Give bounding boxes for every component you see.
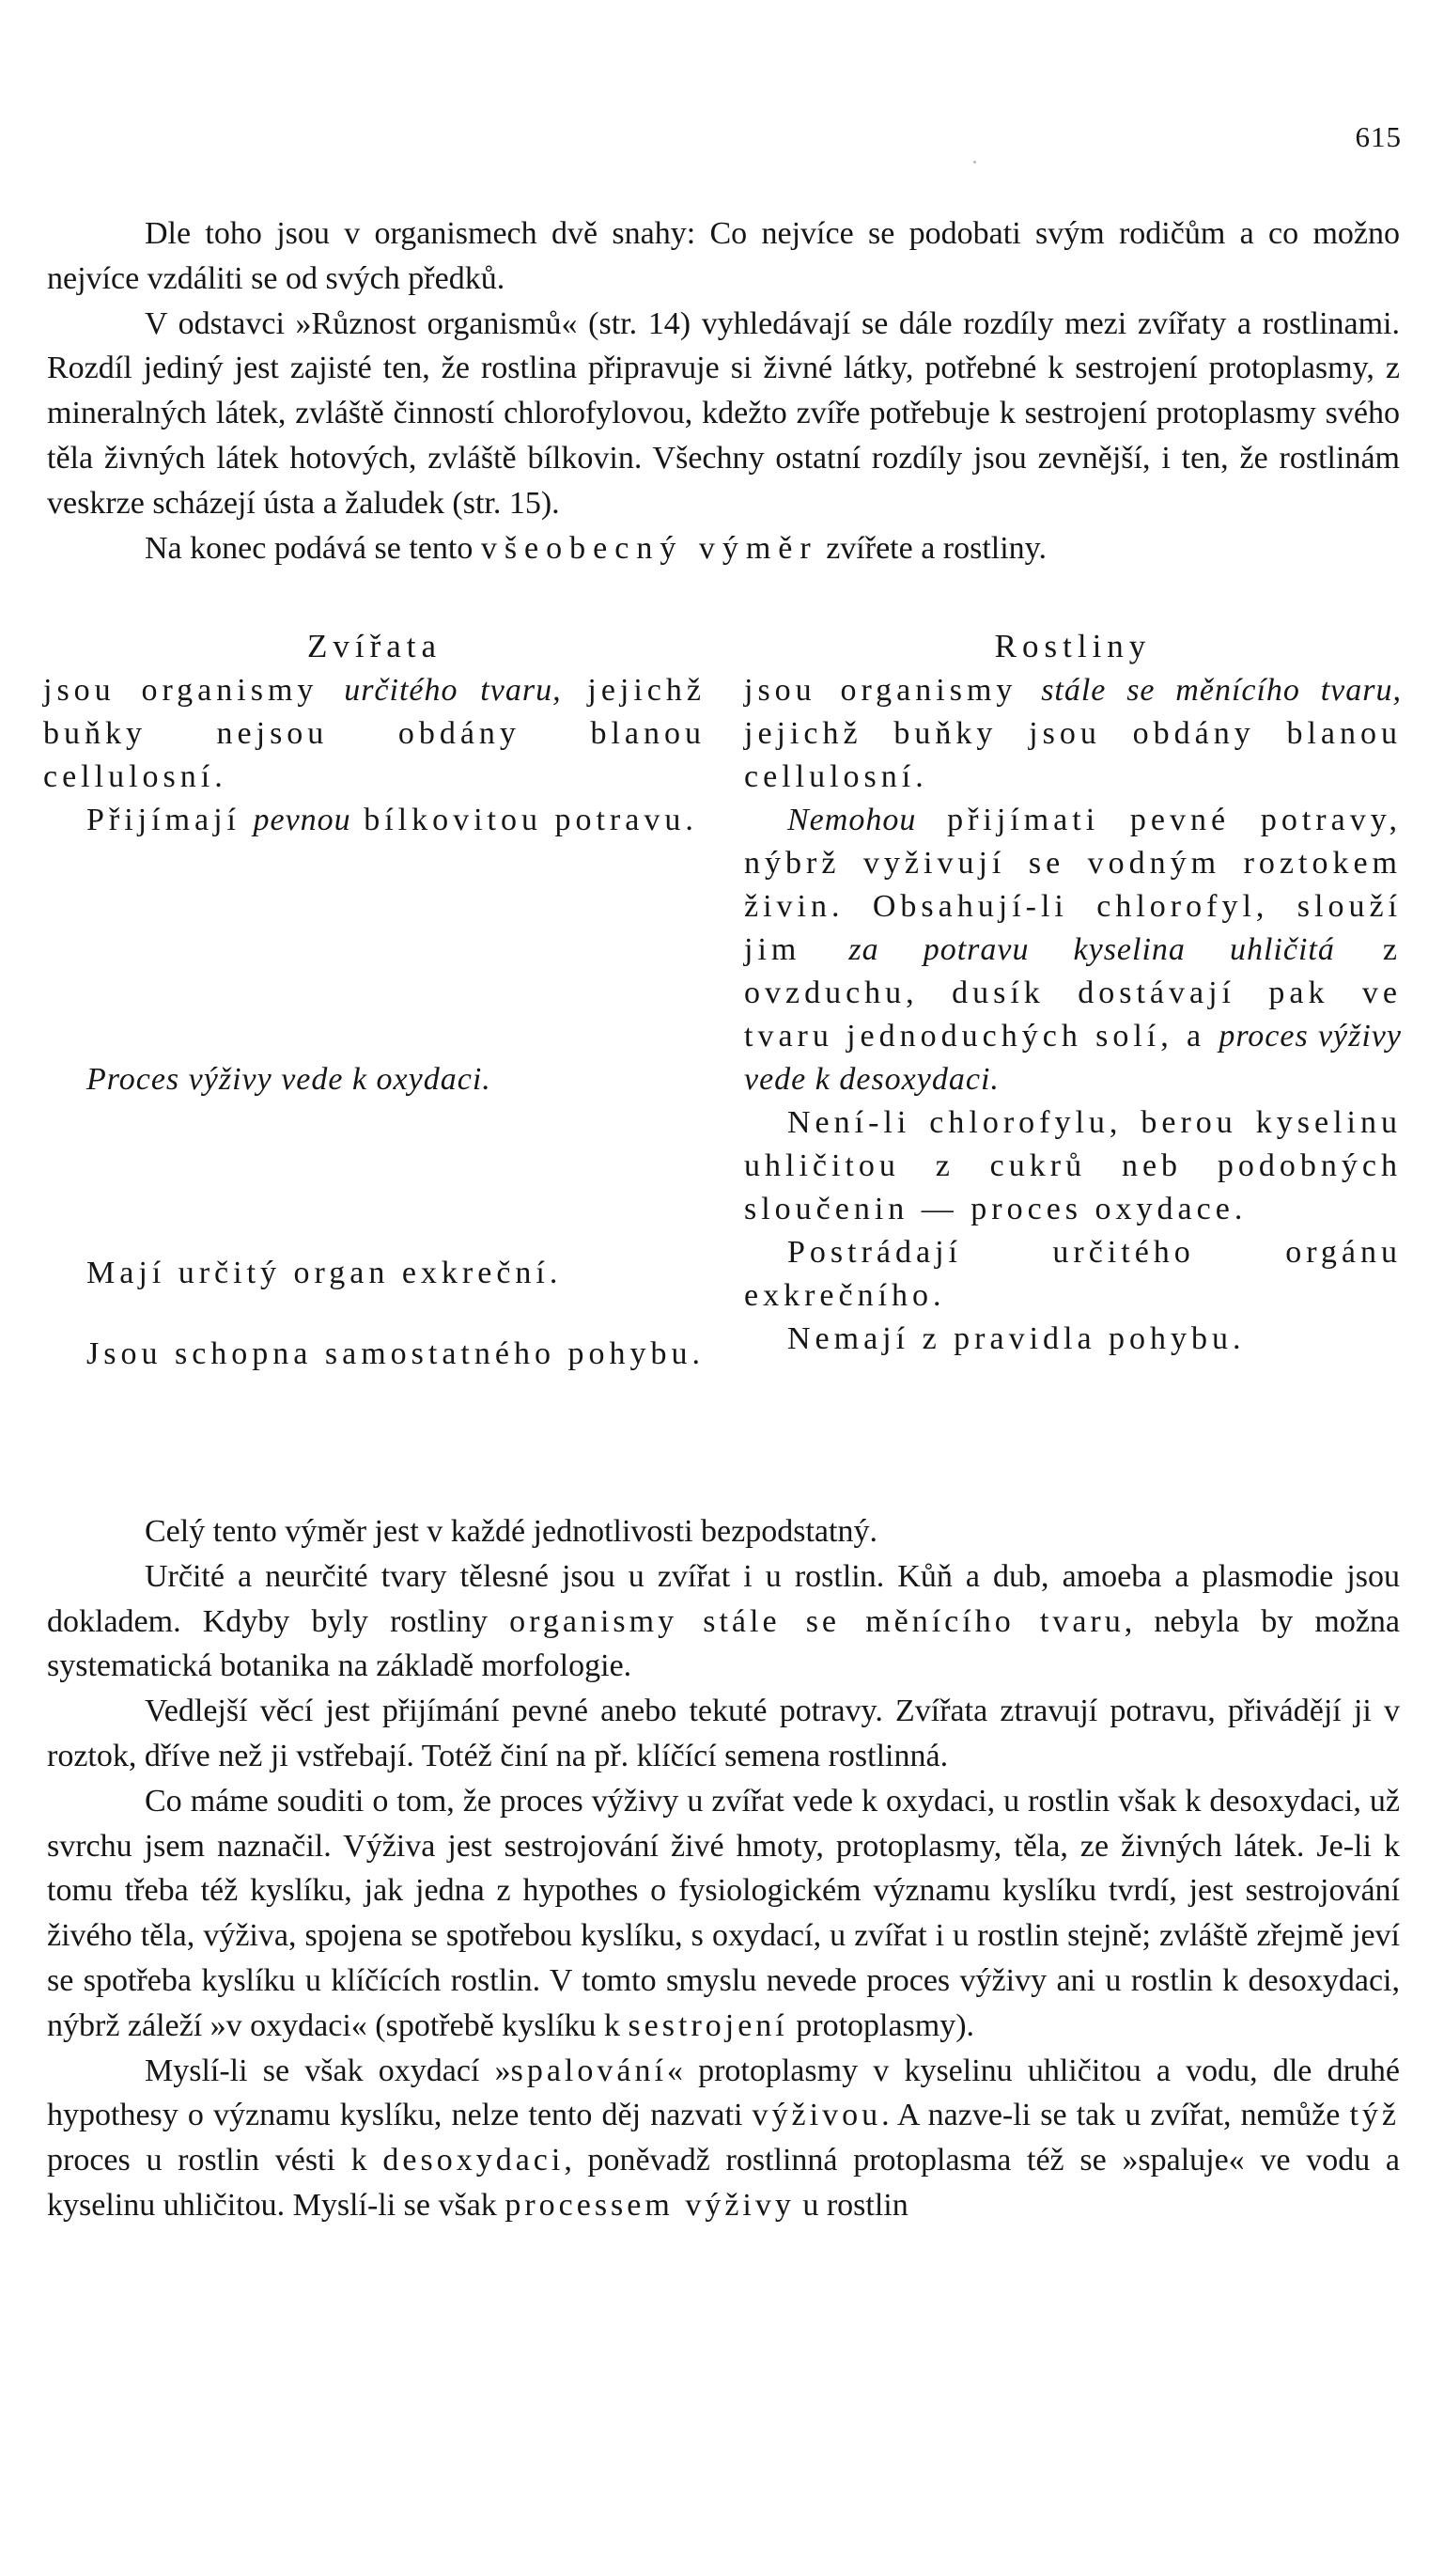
plants-definition: jsou organismy stále se měnícího tvaru, jejichž buňky jsou obdány blanou cellulosní. (744, 673, 1402, 794)
outro-section (47, 1509, 1400, 2228)
intro-section (47, 211, 1400, 570)
animals-movement: Jsou schopna samostatného pohybu. (86, 1336, 705, 1371)
animals-food: Přijímají pevnou bílkovitou potravu. (86, 803, 698, 837)
paragraph: Určité a neurčité tvary tělesné jsou u zvířat i u rostlin. Kůň a dub, amoeba a plasmodie jsou dokladem. Kdyby byly rostliny organismy stále se měnícího tvaru, nebyla by možna systematická botanika na základě morfologie. (47, 1558, 1401, 1684)
animals-nutrition: Proces výživy vede k oxydaci. (86, 1062, 491, 1097)
animals-heading: Zvířata (306, 628, 443, 664)
paragraph: Vedlejší věcí jest přijímání pevné anebo tekuté potravy. Zvířata ztravují potravu, přiváděјí ji v roztok, dříve než ji vstřebají. Totéž činí na př. klíčící semena rostlinná. (47, 1694, 1400, 1773)
paragraph: V odstavci »Různost organismů« (str. 14) vyhledávají se dále rozdíly mezi zvířaty a rostlinami. Rozdíl jediný jest zajisté ten, že rostlina připravuje si živné látky, potřebné k sestrojení protoplasmy, z mineralných látek, zvláště činností chlorofylovou, kdežto zvíře potřebuje k sestrojení protoplasmy svého těla živných látek hotových, zvláště bílkovin. Všechny ostatní rozdíly jsou zevnější, i ten, že rostlinám veskrze scházejí ústa a žaludek (str. 15). (47, 305, 1400, 521)
print-speck (973, 161, 976, 164)
animals-definition: jsou organismy určitého tvaru, jejichž buňky nejsou obdány blanou cellulosní. (43, 673, 706, 794)
animals-column (43, 624, 706, 1376)
spaced-emphasis: organismy stále se měnícího tvaru (509, 1603, 1125, 1639)
plants-column (744, 624, 1402, 1361)
page-number: 615 (1355, 120, 1402, 153)
paragraph: Myslí-li se však oxydací »spalování« protoplasmy v kyselinu uhličitou a vodu, dle druhé hypothesy o významu kyslíku, nelze tento děj nazvati výživou. A nazve-li se tak u zvířat, nemůže týž proces u rostlin vésti k desoxydaci, poněvadž rostlinná protoplasma též se »spaluje« ve vodu a kyselinu uhličitou. Myslí-li se však processem výživy u rostlin (47, 2053, 1401, 2223)
spaced-emphasis: sestrojení (628, 2007, 788, 2043)
plants-movement: Nemají z pravidla pohybu. (787, 1321, 1246, 1356)
paragraph: Dle toho jsou v organismech dvě snahy: Co nejvíce se podobati svým rodičům a co možno nejvíce vzdáliti se od svých předků. (47, 216, 1400, 296)
plants-no-chlorophyll: Není-li chlorofylu, berou kyselinu uhličitou z cukrů neb podobných sloučenin — proces oxydace. (744, 1105, 1402, 1226)
plants-excretion: Postrádají určitého orgánu exkrečního. (744, 1235, 1402, 1313)
plants-food: Nemohou přijímati pevné potravy, nýbrž vyživují se vodným roztokem živin. Obsahují-li chlorofyl, slouží jim za potravu kyselina uhličitá z ovzduchu, dusík dostávají pak ve tvaru jednoduchých solí, a proces výživy vede k desoxydaci. (744, 803, 1403, 1097)
plants-heading: Rostliny (994, 628, 1152, 664)
paragraph: Co máme souditi o tom, že proces výživy u zvířat vede k oxydaci, u rostlin však k desoxydaci, už svrchu jsem naznačil. Výživa jest sestrojování živé hmoty, protoplasmy, těla, ze živných látek. Je-li k tomu třeba též kyslíku, jak jedna z hypothes o fysiologickém významu kyslíku tvrdí, jest sestrojování živého těla, výživa, spojena se spotřebou kyslíku, s oxydací, u zvířat i u rostlin stejně; zvláště zřejmě jeví se spotřeba kyslíku u klíčících rostlin. V tomto smyslu nevede proces výživy ani u rostlin k desoxydaci, nýbrž záleží »v oxydaci« (spotřebě kyslíku k sestrojení protoplasmy). (47, 1783, 1400, 2043)
animals-excretion: Mají určitý organ exkreční. (86, 1256, 563, 1290)
paragraph: Na konec podává se tento všeobecný výměr zvířete a rostliny. (145, 530, 1047, 566)
spaced-emphasis: všeobecný výměr (480, 530, 818, 566)
paragraph: Celý tento výměr jest v každé jednotlivosti bezpodstatný. (145, 1514, 877, 1549)
comparison-table (43, 624, 1402, 1479)
